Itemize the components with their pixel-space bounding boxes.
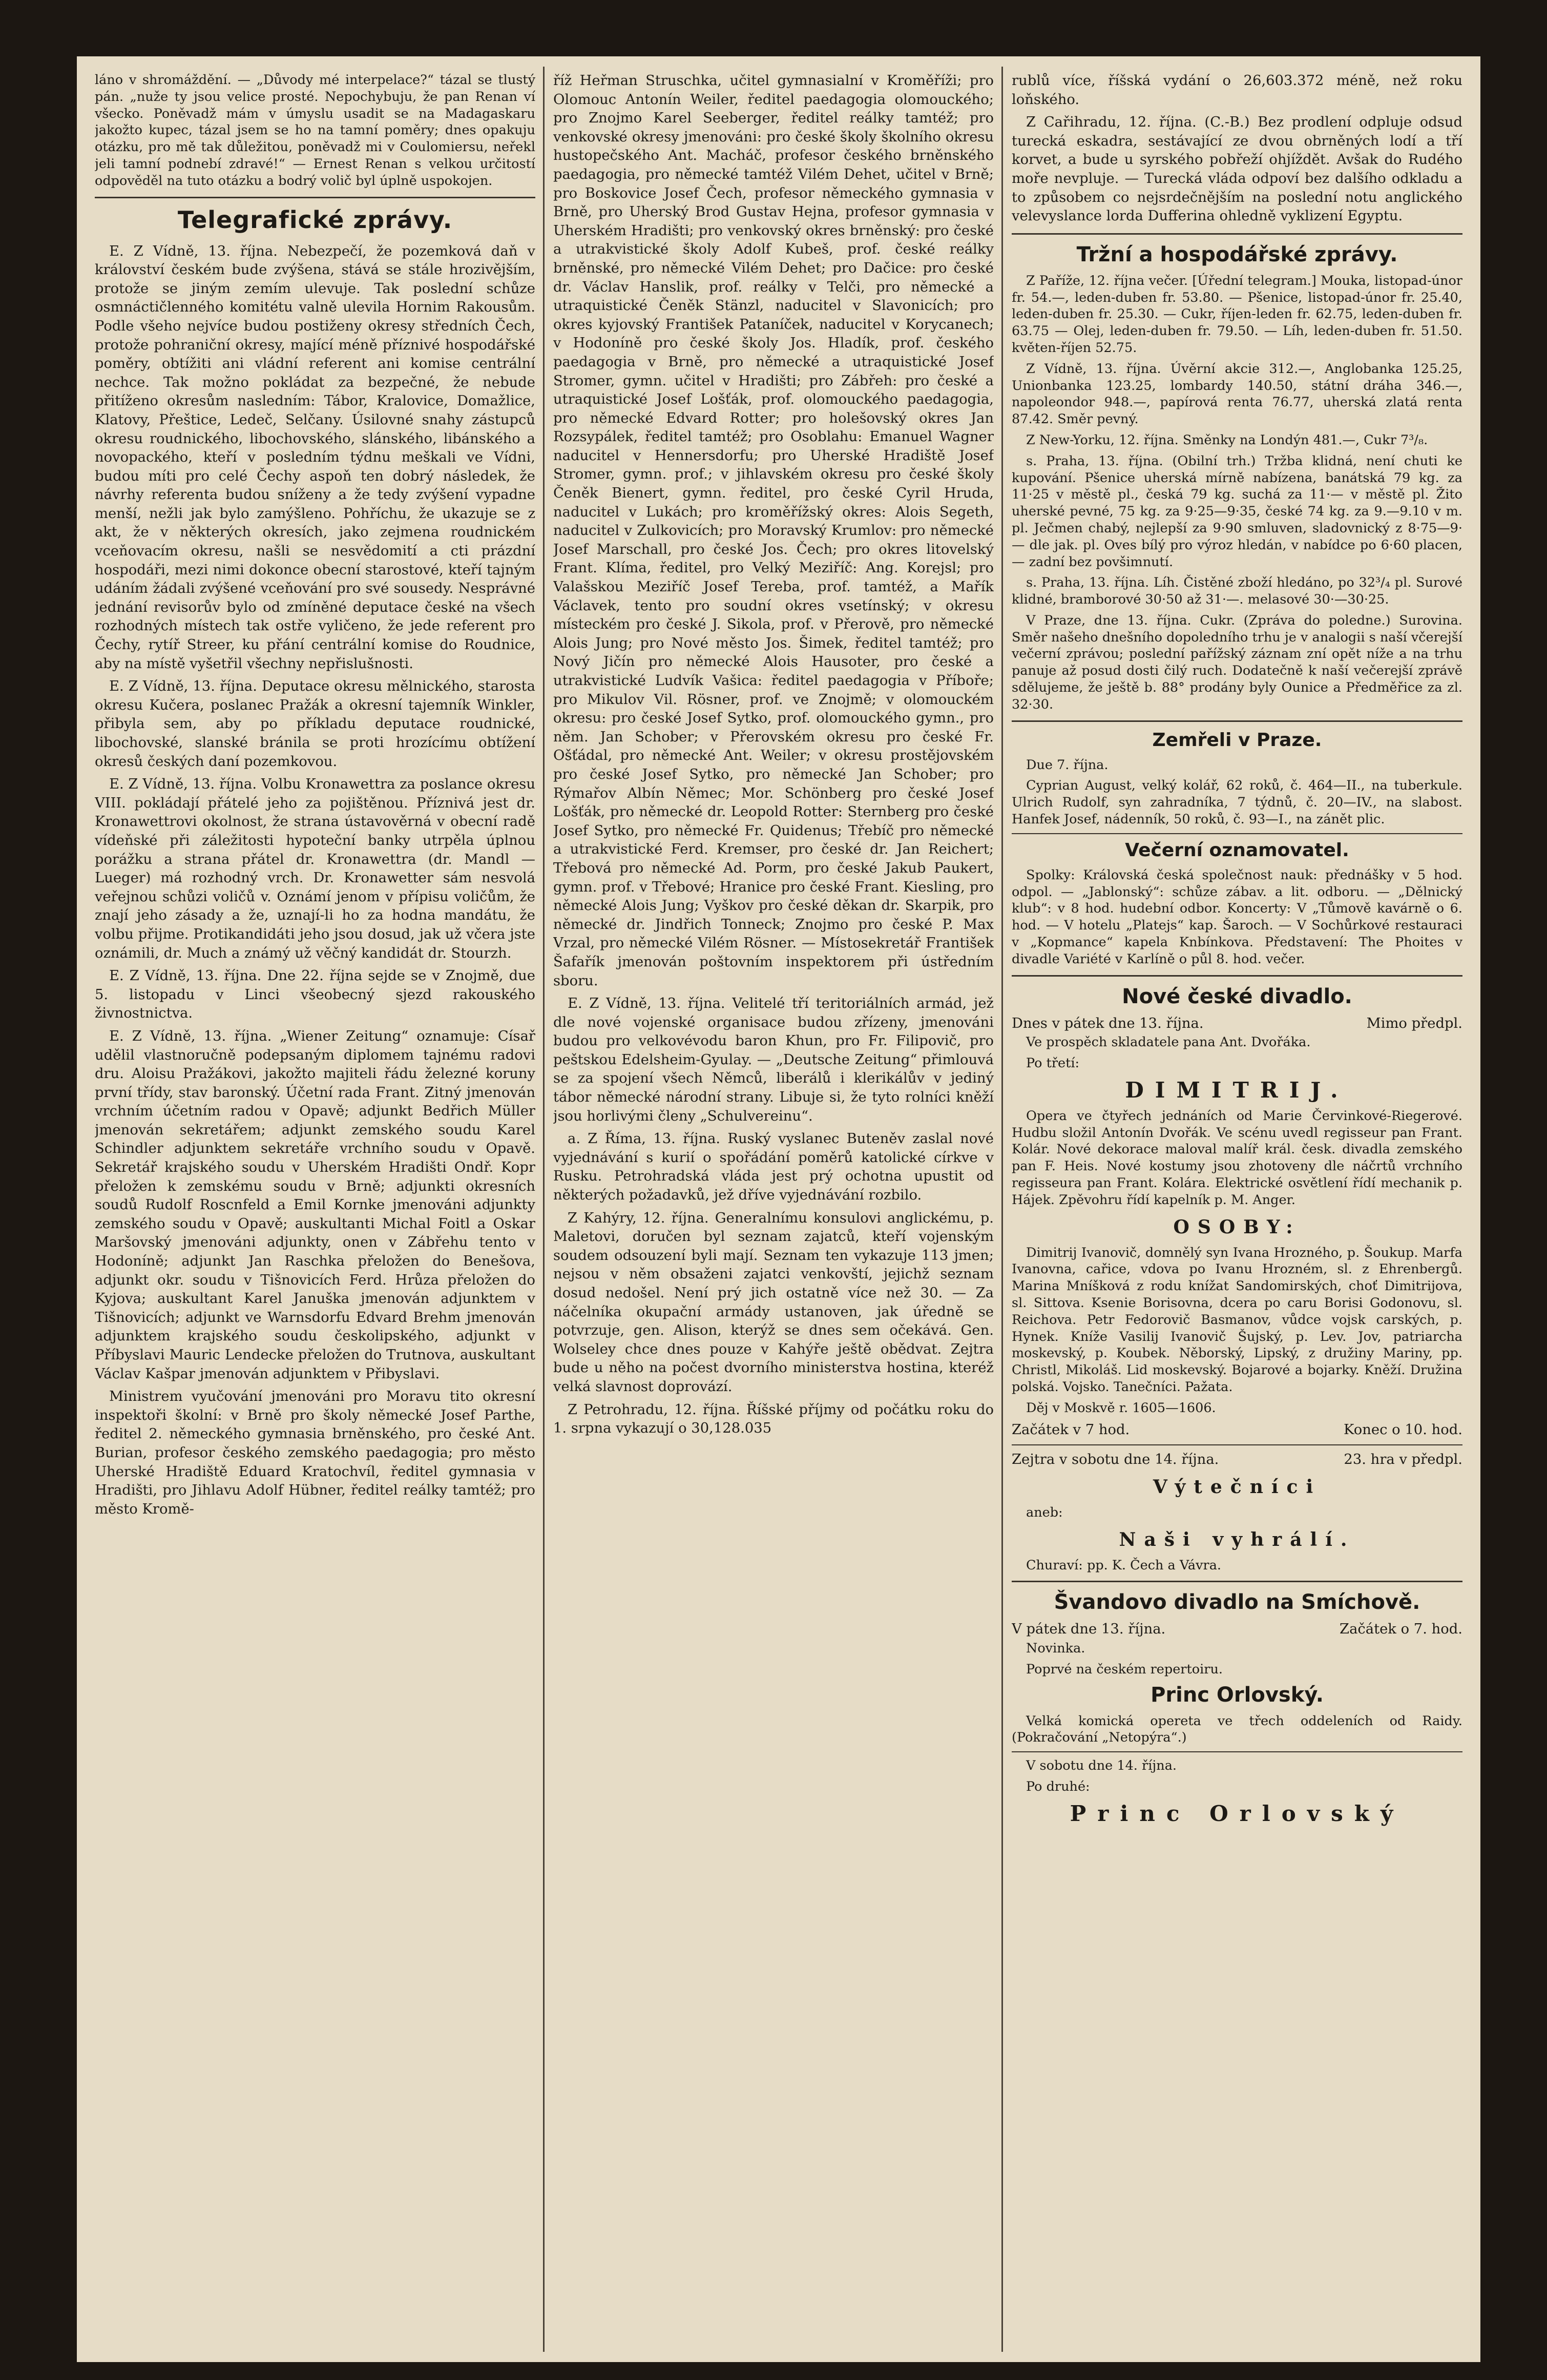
- market-item: Z New-Yorku, 12. října. Směnky na Londýn 481.—, Cukr 7³/₈.: [1026, 432, 1428, 448]
- article-continuation: láno v shromáždění. — „Důvody mé interpelace?“ tázal se tlustý pán. „nuže ty jsou velice prosté. Nepochybuju, že pan Renan ví všecko. Poněvadž mám v úmyslu usadit se na Madagaskaru jakožto kupec, tázal jsem se ho na tamní poměry; dnes opakuju otázku, pro mě tak důležitou, poněvadž mi v Coulomiersu, neřekl jeli tamní podnebí zdravé!“ — Ernest Renan s velkou určitostí odpověděl na tuto otázku a bodrý volič byl úplně uspokojen.: [95, 72, 535, 189]
- smichov-date-row: [1012, 1620, 1462, 1639]
- theatre-cast: Dimitrij Ivanovič, domnělý syn Ivana Hrozného, p. Šoukup. Marfa Ivanovna, cařice, vdova po Ivanu Hrozném, sl. z Ehrenbergů. Marina Mníšková z rodu knížat Sandomirských, choť Dimitrijova, sl. Sittova. Ksenie Borisovna, dcera po caru Borisi Godonovu, sl. Reichova. Petr Fedorovič Basmanov, vůdce vojsk carských, p. Hynek. Kníže Vasilij Ivanovič Šujský, p. Lev. Jov, patriarcha moskevský, p. Koubek. Něborský, Lipský, z družiny Mariny, pp. Christl, Mikoláš. Lid moskevský. Bojarové a bojarky. Kněží. Družina polská. Vojsko. Tanečníci. Pažata.: [1012, 1245, 1462, 1395]
- section-heading-deaths: Zemřeli v Praze.: [1152, 729, 1322, 751]
- news-item: a. Z Říma, 13. října. Ruský vyslanec Buteněv zaslal nové vyjednávání s kurií o spořádání poměrů katolické církve v Rusku. Petrohradská vláda jest prý ochotna upustit od některých požadavků, jež dříve vyjednávání rozbilo.: [553, 1131, 994, 1204]
- market-item: V Praze, dne 13. října. Cukr. (Zpráva do poledne.) Surovina. Směr našeho dnešního dopoledního trhu je v analogii s naší včerejší večerní zprávou; poslední pařížský záznam zní opět níže a na trhu panuje až posud dosti čilý ruch. Dodatečně k naší večerejší zprávě sdělujeme, že ještě b. 88° prodány byly Ounice a Předměřice za zl. 32·30.: [1012, 612, 1462, 712]
- smichov-start: Začátek o 7. hod.: [1340, 1621, 1462, 1638]
- rule: [95, 197, 535, 198]
- theatre-start: Začátek v 7 hod.: [1012, 1421, 1130, 1438]
- smichov-novelty: Novinka.: [1026, 1640, 1085, 1656]
- smichov-repertoire: Poprvé na českém repertoiru.: [1026, 1661, 1223, 1677]
- news-item: E. Z Vídně, 13. října. Velitelé tří teritoriálních armád, jež dle nové vojenské organisace budou zřízeny, jmenováni budou pro velkovévodu baron Khun, pro Fr. Filipovič, pro peštskou Edelsheim-Gyulay. — „Deutsche Zeitung“ přimlouvá se za spojení všech Němců, liberálů i klerikálův v jediný tábor německé národní strany. Libuje si, že tyto rolníci kněží jsou horlivými členy „Schulvereinu“.: [553, 996, 994, 1124]
- column-divider: [543, 67, 545, 2352]
- smichov-saturday: V sobotu dne 14. října.: [1026, 1758, 1177, 1774]
- news-item: E. Z Vídně, 13. října. Volbu Kronawettra za poslance okresu VIII. pokládají přátelé jeho za pojištěnou. Příznivá jest dr. Kronawettrovi okolnost, že strana ústavověrná v obecní radě vídeňské při záležitosti hypoteční banky utrpěla úplnou porážku a strana přátel dr. Kronawettra (dr. Mandl — Lueger) má rozhodný vrch. Dr. Kronawetter sám nesvolá veřejnou schůzi voličů v. Oznámí jenom v přípisu voličům, že znají jeho zásady a že, uznají-li ho za hodna mandátu, že volbu přijme. Protikandidáti jeho jsou dosud, jak už včera jste oznámili, dr. Much a známý už věčný kandidát dr. Stourzh.: [95, 776, 535, 961]
- column-3: [1012, 72, 1462, 2352]
- theatre-persons-heading: OSOBY:: [1173, 1216, 1301, 1238]
- column-1: [95, 72, 535, 2352]
- market-item: s. Praha, 13. října. (Obilní trh.) Tržba klidná, není chuti ke kupování. Pšenice uherská mírně nabízena, banátská 79 kg. za 11·25 v městě pl., česká 79 kg. suchá za 11·— v městě pl. Žito uherské pevné, 75 kg. za 9·25—9·35, české 74 kg. za 9.—9.10 v m. pl. Ječmen chabý, nejlepší za 9·90 smluven, sladovnický z 8·75—9·— dle jak. pl. Oves bílý pro výroz hledán, v nabídce po 6·60 placen, — zadní bez povšimnutí.: [1012, 453, 1462, 570]
- market-item: Z Vídně, 13. října. Úvěrní akcie 312.—, Anglobanka 125.25, Unionbanka 123.25, lombardy 140.50, státní dráha 346.—, napoleondor 948.—, papírová renta 76.77, uherská zlatá renta 87.42. Směr pevný.: [1012, 361, 1462, 427]
- news-item: říž Heřman Struschka, učitel gymnasialní v Kroměříži; pro Olomouc Antonín Weiler, ředitel paedagogia olomouckého; pro Znojmo Karel Seeberger, ředitel reálky tamtéž; pro venkovské okresy jmenováni: pro české školy školního okresu hustopečského Ant. Macháč, profesor českého brněnského paedagogia, pro německé tamtéž Vilém Dehet, učitel v Brně; pro Boskovice Josef Čech, profesor německého gymnasia v Brně, pro Uherský Brod Gustav Hejna, profesor gymnasia v Uherském Hradišti; pro venkovský okres brněnský: pro české a utrakvistické školy Adolf Kubeš, prof. české reálky brněnské, pro německé Vilém Dehet; pro Dačice: pro české dr. Václav Hanslik, prof. reálky v Telči, pro německé a utraquistické Čeněk Stänzl, naducitel v Slavonicích; pro okres kyjovský František Pataníček, naducitel v Korycanech; v Hodoníně pro české školy Jos. Hladík, prof. českého paedagogia v Brně, pro německé a utraquistické Josef Stromer, gymn. učitel v Hradišti; pro Zábřeh: pro české a utraquistické Josef Lošťák, prof. olomouckého paedagogia, pro německé Edvard Rotter; pro holešovský okres Jan Rozsypálek, ředitel tamtéž; pro Osoblahu: Emanuel Wagner naducitel v Hennersdorfu; pro Uherské Hradiště Josef Stromer, gymn. prof.; v jihlavském okresu pro české školy Čeněk Bienert, gymn. ředitel, pro české Cyril Hruda, naducitel v Lukách; pro kroměřížský okres: Alois Segeth, naducitel v Zulkovicích; pro Moravský Krumlov: pro německé Josef Marschall, pro české Jos. Čech; pro okres litovelský Frant. Klíma, ředitel, pro Velký Meziříč: Ang. Korejsl; pro Valašskou Meziříč Josef Tereba, prof. tamtéž, a Mařík Václavek, tento pro soudní okres vsetínský; v okresu místeckém pro české J. Sikola, prof. v Přerově, pro německé Alois Jung; pro Nové město Jos. Šimek, ředitel tamtéž; pro Nový Jičín pro německé Alois Hausoter, pro české a utrakvistické Ludvík Vašica: ředitel paedagogia v Příboře; pro Mikulov Vil. Rösner, prof. ve Znojmě; v olomouckém okresu: pro české Josef Sytko, prof. olomouckého gymn., pro něm. Jan Schober; v Přerovském okresu pro české Fr. Ošťádal, pro německé Ant. Weiler; v okresu prostějovském pro české Josef Sytko, pro německé Jan Schober; pro Rýmařov Albín Němec; Mor. Schönberg pro české Josef Lošťák, pro německé dr. Leopold Rotter: Sternberg pro české Josef Sytko, pro německé Fr. Quidenus; Třebíč pro německé a utrakvistické Ferd. Kremser, pro české dr. Jan Reichert; Třebová pro německé Ad. Porm, pro české Jakub Paukert, gymn. prof. v Třebové; Hranice pro české Frant. Kiesling, pro německé Alois Jung; Vyškov pro české děkan dr. Skarpik, pro německé dr. Jindřich Tonneck; Znojmo pro české P. Max Vrzal, pro německé Vilém Rösner. — Místosekretář František Šafařík jmenován poštovním inspektorem při ústředním sboru.: [553, 73, 994, 989]
- tomorrow-row: [1012, 1451, 1462, 1470]
- tomorrow-date: Zejtra v sobotu dne 14. října.: [1012, 1452, 1219, 1468]
- rule: [1012, 720, 1462, 722]
- deaths-list: Cyprian August, velký kolář, 62 roků, č. 464—II., na tuberkule. Ulrich Rudolf, syn zahradníka, 7 týdnů, č. 20—IV., na slabost. Hanfek Josef, nádenník, 50 roků, č. 93—I., na zánět plic.: [1012, 778, 1462, 827]
- tomorrow-subscription: 23. hra v předpl.: [1344, 1452, 1462, 1468]
- theatre-play-title: DIMITRIJ.: [1125, 1077, 1349, 1103]
- news-item: Z Kahýry, 12. října. Generalnímu konsulovi anglickému, p. Maletovi, doručen byl seznam zajatců, kteří vojenským soudem odsouzení byli mají. Seznam ten vykazuje 113 jmen; nejsou v něm obsaženi zajatci venkovští, jejichž seznam dosud nedošel. Není prý jich ostatně více než 30. — Za náčelníka okupační armády ustanoven, jak úředně se potvrzuje, gen. Alison, kterýž se dnes sem očekává. Gen. Wolseley chce dnes pouze v Kahýře ještě obědvat. Zejtra bude u něho na počest dvorního ministerstva hostina, kteréž velká slavnost doprovází.: [553, 1210, 994, 1395]
- newspaper-page: [77, 56, 1480, 2362]
- section-heading-smichov: Švandovo divadlo na Smíchově.: [1054, 1590, 1420, 1615]
- rule: [1012, 1751, 1462, 1752]
- rule: [1012, 233, 1462, 235]
- rule: [1012, 833, 1462, 834]
- smichov-play-title-2: Princ Orlovský: [1070, 1800, 1405, 1826]
- section-heading-evening: Večerní oznamovatel.: [1125, 839, 1349, 861]
- news-item: E. Z Vídně, 13. října. Dne 22. října sejde se v Znojmě, due 5. listopadu v Linci všeobecný sjezd rakouského živnostnictva.: [95, 968, 535, 1022]
- news-item: Z Cařihradu, 12. října. (C.-B.) Bez prodlení odpluje odsud turecká eskadra, sestávající ze dvou obrněných lodí a tří korvet, a bude u syrského pobřeží ohjíždět. Avšak do Rudého moře nevpluje. — Turecká vláda odpoví bez dalšího odkladu a to způsobem co nejsrdečnějším na poslední notu anglického velevyslance lorda Dufferina ohledně vyklizení Egyptu.: [1012, 114, 1462, 224]
- rule: [1012, 1444, 1462, 1445]
- theatre-end: Konec o 10. hod.: [1344, 1421, 1462, 1438]
- theatre-date-row: [1012, 1015, 1462, 1033]
- theatre-setting: Děj v Moskvě r. 1605—1606.: [1026, 1400, 1216, 1416]
- news-item: E. Z Vídně, 13. října. „Wiener Zeitung“ oznamuje: Císař udělil vlastnoručně podepsaným diplomem tajnému radovi dru. Aloisu Pražákovi, jakožto majiteli řádu železné koruny první třídy, stav baronský. Účetní rada Frant. Zitný jmenován vrchním účetním radou v Opavě; adjunkt Bedřich Müller jmenován sekretářem; adjunkt zemského soudu Karel Schindler adjunktem sekretáře vrchního soudu v Opavě. Sekretář krajského soudu v Uherském Hradišti Ondř. Kopr přeložen k zemskému soudu v Brně; adjunkti okresních soudů Rudolf Roscnfeld a Emil Kornke jmenováni adjunkty zemského soudu v Opavě; auskultanti Michal Foitl a Oskar Maršovský jmenováni adjunkty, onen v Zábřehu tento v Hodoníně; adjunkt Jan Raschka přeložen do Benešova, adjunkt okr. soudu v Tišnovicích Ferd. Hrůza přeložen do Kyjova; auskultant Karel Januška jmenován adjunktem v Tišnovicích; adjunkt ve Warnsdorfu Edvard Brehm jmenován adjunktem krajského soudu českolipského, adjunkt v Příbyslavi Mauric Lendecke přeložen do Trutnova, auskultant Václav Kašpar jmenován adjunktem v Přibyslavi.: [95, 1028, 535, 1382]
- deaths-date: Due 7. října.: [1026, 757, 1109, 773]
- section-heading-market: Tržní a hospodářské zprávy.: [1076, 242, 1398, 266]
- tomorrow-aneb: aneb:: [1026, 1504, 1063, 1520]
- tomorrow-title: Výtečníci: [1153, 1476, 1322, 1498]
- theatre-date: Dnes v pátek dne 13. října.: [1012, 1015, 1204, 1031]
- theatre-benefit: Ve prospěch skladatele pana Ant. Dvořáka.: [1026, 1034, 1311, 1050]
- smichov-date: V pátek dne 13. října.: [1012, 1621, 1166, 1638]
- column-2: [553, 72, 994, 2352]
- rule: [1012, 1581, 1462, 1582]
- theatre-performance-number: Po třetí:: [1026, 1056, 1080, 1071]
- theatre-subscription: Mimo předpl.: [1366, 1015, 1462, 1031]
- column-divider: [1001, 67, 1003, 2352]
- news-item: Ministrem vyučování jmenováni pro Moravu tito okresní inspektoři školní: v Brně pro školy německé Josef Parthe, ředitel 2. německého gymnasia brněnského, pro české Ant. Burian, profesor českého zemského paedagogia; pro město Uherské Hradiště Eduard Kratochvíl, ředitel gymnasia v Hradišti, pro Jihlavu Adolf Hübner, ředitel reálky tamtéž; pro město Kromě-: [95, 1389, 535, 1517]
- tomorrow-cast: Churaví: pp. K. Čech a Vávra.: [1026, 1557, 1222, 1573]
- smichov-play-title: Princ Orlovský.: [1151, 1683, 1324, 1707]
- news-item: rublů více, říšská vydání o 26,603.372 méně, než roku loňského.: [1012, 73, 1462, 108]
- theatre-times-row: [1012, 1421, 1462, 1440]
- smichov-description: Velká komická opereta ve třech oddeleních od Raidy. (Pokračování „Netopýra“.): [1012, 1713, 1462, 1746]
- news-item: Z Petrohradu, 12. října. Říšské příjmy od počátku roku do 1. srpna vykazují o 30,128.035: [553, 1401, 994, 1437]
- tomorrow-subtitle: Naši vyhrálí.: [1119, 1528, 1355, 1550]
- news-item: E. Z Vídně, 13. října. Deputace okresu mělnického, starosta okresu Kučera, poslanec Pražák a okresní tajemník Winkler, přibyla sem, aby po příkladu deputace roudnické, libochovské, slanské bránila se proti hrozícímu obtížení okresů českých daní pozemkovou.: [95, 678, 535, 770]
- section-heading-theatre: Nové české divadlo.: [1122, 984, 1352, 1008]
- market-item: s. Praha, 13. října. Líh. Čistěné zboží hledáno, po 32³/₄ pl. Surové klidné, bramborové 30·50 až 31·—. melasové 30·—30·25.: [1012, 575, 1462, 608]
- evening-list: Spolky: Královská česká společnost nauk: přednášky v 5 hod. odpol. — „Jablonský“: schůze zábav. a lit. odboru. — „Dělnický klub“: v 8 hod. hudební odbor. Koncerty: V „Tůmově kavárně o 6. hod. — V hotelu „Platejs“ kap. Šaroch. — V Sochůrkové restauraci v „Kopmance“ kapela Knbínkova. Představení: The Phoites v divadle Variété v Karlíně o půl 8. hod. večer.: [1012, 867, 1462, 967]
- section-heading-telegraphic-news: Telegrafické zprávy.: [177, 205, 453, 234]
- theatre-description: Opera ve čtyřech jednáních od Marie Červinkové-Riegerové. Hudbu složil Antonín Dvořák. Ve scénu uvedl regisseur pan Frant. Kolár. Nové dekorace maloval malíř král. česk. divadla zemského pan F. Heis. Nové kostumy jsou zhotoveny dle náčrtů vrchního regisseura pan Frant. Kolára. Elektrické osvětlení řídí mechanik p. Hájek. Zpěvohru řídí kapelník p. M. Anger.: [1012, 1108, 1462, 1208]
- market-item: Z Paříže, 12. října večer. [Úřední telegram.] Mouka, listopad-únor fr. 54.—, leden-duben fr. 53.80. — Pšenice, listopad-únor fr. 25.40, leden-duben fr. 25.30. — Cukr, říjen-leden fr. 62.75, leden-duben fr. 63.75 — Olej, leden-duben fr. 79.50. — Líh, leden-duben fr. 51.50. květen-říjen 52.75.: [1012, 273, 1462, 356]
- smichov-second: Po druhé:: [1026, 1778, 1090, 1794]
- rule: [1012, 975, 1462, 977]
- news-item: E. Z Vídně, 13. října. Nebezpečí, že pozemková daň v království českém bude zvýšena, stává se stále hrozivějším, protože se jiným zemím ulevuje. Tak poslední schůze osmnáctičlenného komitétu valně ulevila Hornim Rakousům. Podle všeho nejvíce budou postiženy okresy středních Čech, protože pohraniční okresy, mající méně příznivé hospodářské poměry, obtížiti ani vládní referent ani komise centrální nechce. Tak možno pokládat za bezpečné, že nebude přitíženo okresům nasledním: Tábor, Kralovice, Domažlice, Klatovy, Přeštice, Ledeč, Selčany. Úsilovné snahy zástupců okresu roudnického, libochovského, slánského, libánského a novopackého, kteří v posledním týdnu meškali ve Vídni, budou míti pro celé Čechy aspoň ten dobrý následek, že návrhy referenta budou sníženy a že tedy zvýšení vypadne menší, nežli jak bylo zamýšleno. Pohříchu, že ukazuje se z akt, že v některých okresích, jako zejmena roudnickém vceňovacím okresu, našli se nesvědomití a cti prázdní hospodáři, mezi nimi dokonce obecní starostové, kteří tajným udáním žádali zvýšené vceňování pro své sousedy. Nesprávné jednání revisorův bylo od zmíněné deputace české na všech rozhodných místech tak ostře vyličeno, že jede referent pro Čechy, rytíř Streer, ku přání centrální komise do Roudnice, aby na místě vyšetřil všechny nepřislušnosti.: [95, 243, 535, 672]
